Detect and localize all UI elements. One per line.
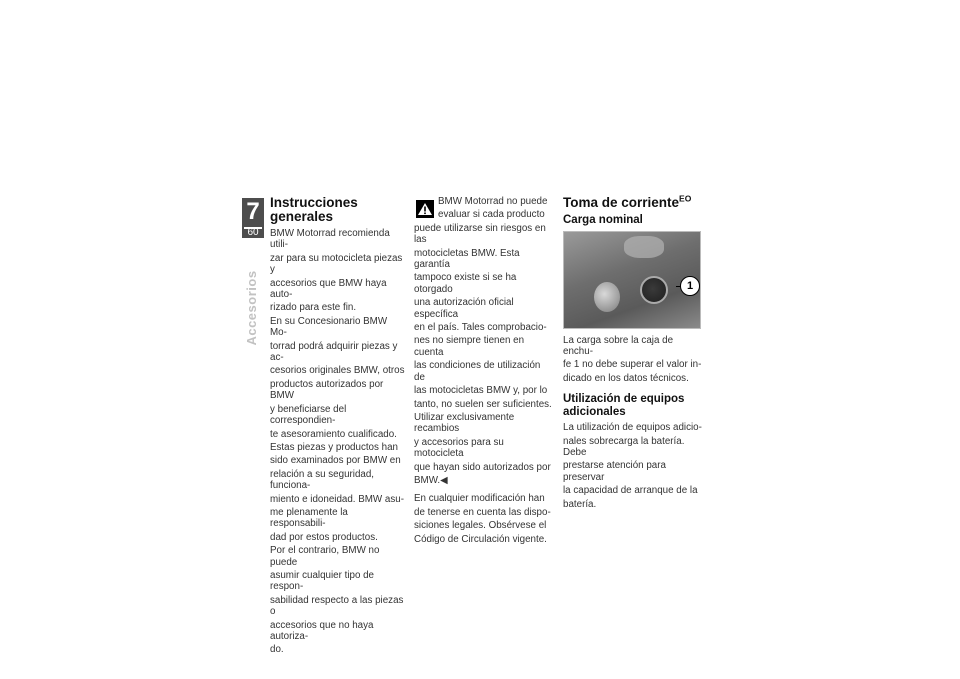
warning-line: Utilizar exclusivamente recambios xyxy=(414,411,515,435)
text-line: BMW Motorrad recomienda utili- xyxy=(270,228,390,251)
warning-line: nes no siempre tienen en cuenta xyxy=(414,335,525,358)
warning-line: tanto, no suelen ser suficientes. xyxy=(414,398,552,410)
text-line: accesorios que BMW haya auto- xyxy=(270,277,387,301)
warning-line: las condiciones de utilización de xyxy=(414,360,541,383)
heading-general-instructions: Instrucciones generales xyxy=(270,195,358,224)
column-warning xyxy=(414,196,552,547)
text-line: asumir cualquier tipo de respon- xyxy=(270,569,375,593)
socket-photo xyxy=(563,231,701,329)
body-general-instructions xyxy=(270,228,406,656)
warning-triangle-icon xyxy=(416,200,434,218)
text-line: te asesoramiento cualificado. xyxy=(270,428,397,440)
warning-line: BMW Motorrad no puede xyxy=(438,196,548,207)
column-general-instructions xyxy=(270,196,406,658)
photo-detail xyxy=(594,282,620,312)
text-line: de tenerse en cuenta las dispo- xyxy=(414,506,551,518)
warning-line: motocicletas BMW. Esta garantía xyxy=(414,247,520,271)
text-line: siciones legales. Obsérvese el xyxy=(414,520,547,532)
text-line: fe 1 no debe superar el valor in- xyxy=(563,359,702,371)
text-line: Código de Circulación vigente. xyxy=(414,533,547,545)
warning-line: evaluar si cada producto xyxy=(438,209,545,221)
warning-line: tampoco existe si se ha otorgado xyxy=(414,272,517,295)
text-line: La carga sobre la caja de enchu- xyxy=(563,334,674,357)
warning-line: las motocicletas BMW y, por lo xyxy=(414,385,548,397)
text-line: rizado para este fin. xyxy=(270,302,357,314)
text-line: prestarse atención para preservar xyxy=(563,460,666,483)
text-line: dad por estos productos. xyxy=(270,531,378,543)
page-number: 60 xyxy=(247,227,259,238)
warning-line: puede utilizarse sin riesgos en las xyxy=(414,222,546,246)
text-line: accesorios que no haya autoriza- xyxy=(270,619,374,642)
text-line: cesorios originales BMW, otros xyxy=(270,365,405,377)
text-line: torrad podrá adquirir piezas y ac- xyxy=(270,340,398,364)
heading-power-socket xyxy=(563,193,703,210)
text-line: do. xyxy=(270,644,284,656)
text-line: La utilización de equipos adicio- xyxy=(563,422,702,434)
text-line: zar para su motocicleta piezas y xyxy=(270,252,403,276)
text-line: batería. xyxy=(563,498,597,510)
photo-detail xyxy=(624,236,664,258)
text-line: Estas piezas y productos han xyxy=(270,441,398,453)
text-line: sabilidad respecto a las piezas o xyxy=(270,594,404,618)
warning-line: y accesorios para su motocicleta xyxy=(414,436,504,460)
power-socket-image xyxy=(640,276,668,304)
subheading-nominal-load: Carga nominal xyxy=(563,214,643,226)
text-line: Por el contrario, BMW no puede xyxy=(270,545,380,568)
text-line: miento e idoneidad. BMW asu- xyxy=(270,493,404,505)
text-line: relación a su seguridad, funciona- xyxy=(270,468,375,492)
warning-line: que hayan sido autorizados por xyxy=(414,461,551,473)
text-line: y beneficiarse del correspondien- xyxy=(270,403,347,427)
column-power-socket xyxy=(563,193,703,512)
heading-sup-eo: EO xyxy=(679,193,692,204)
side-chapter-label: Accesorios xyxy=(244,270,259,346)
text-line: En su Concesionario BMW Mo- xyxy=(270,315,388,339)
warning-line: en el país. Tales comprobacio- xyxy=(414,322,547,334)
heading-power-socket-text: Toma de corriente xyxy=(563,195,680,210)
callout-number: 1 xyxy=(680,276,700,296)
subheading-additional-equipment: Utilización de equipos adicionales xyxy=(563,393,685,418)
text-line: En cualquier modificación han xyxy=(414,493,545,505)
warning-line: BMW.◀ xyxy=(414,474,448,486)
text-line: sido examinados por BMW en xyxy=(270,455,401,467)
additional-equipment-text xyxy=(563,422,703,510)
chapter-number: 7 xyxy=(246,198,260,225)
modification-paragraph xyxy=(414,493,552,545)
nominal-load-text xyxy=(563,335,703,385)
text-line: me plenamente la responsabili- xyxy=(270,506,348,530)
warning-line: una autorización oficial específica xyxy=(414,297,514,320)
text-line: productos autorizados por BMW xyxy=(270,378,384,402)
warning-block xyxy=(414,196,552,486)
text-line: la capacidad de arranque de la xyxy=(563,485,698,497)
text-line: nales sobrecarga la batería. Debe xyxy=(563,435,685,458)
text-line: dicado en los datos técnicos. xyxy=(563,372,689,384)
